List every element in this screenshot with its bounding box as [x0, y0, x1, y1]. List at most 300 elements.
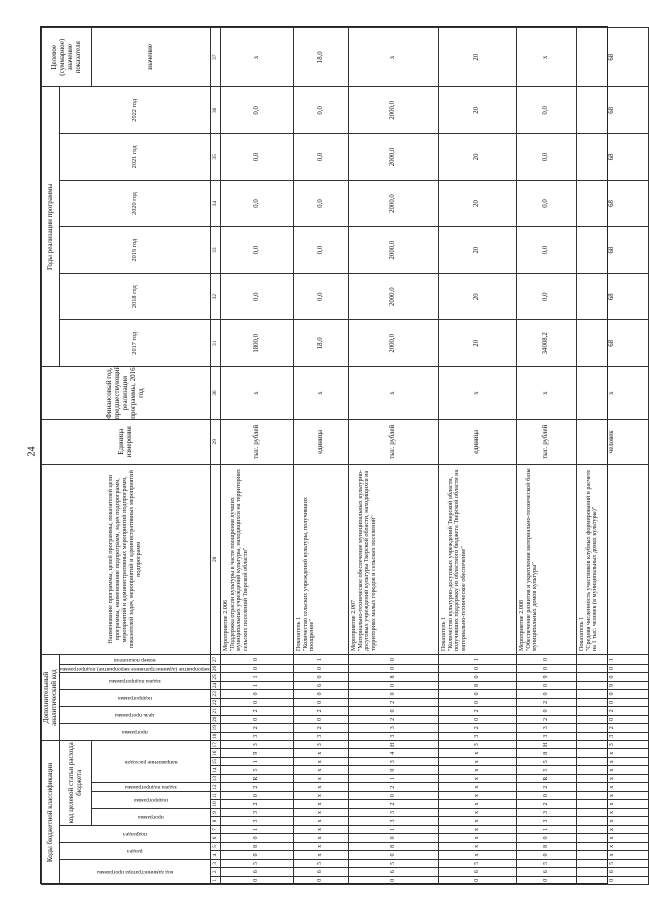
code-cell: x	[438, 817, 516, 825]
column-number: 30	[210, 367, 220, 420]
year-value-cell: 0,0	[220, 87, 293, 134]
year-value-cell: 0,0	[220, 180, 293, 227]
code-cell: 1	[220, 757, 293, 765]
code-cell: 2	[438, 724, 516, 732]
code-cell: 5	[576, 859, 648, 867]
document-sheet	[40, 26, 616, 884]
column-number: 34	[210, 180, 220, 227]
code-cell: 3	[220, 808, 293, 816]
code-cell: x	[438, 834, 516, 842]
header-row-1	[42, 28, 60, 885]
column-number: 6	[210, 834, 220, 842]
row-description	[220, 464, 293, 655]
code-cell: 0	[220, 715, 293, 723]
code-cell: 3	[348, 757, 438, 765]
code-cell: x	[293, 808, 348, 816]
column-number: 28	[210, 464, 220, 655]
column-number: 17	[210, 741, 220, 750]
code-cell: 4	[348, 749, 438, 757]
code-cell: x	[438, 808, 516, 816]
code-cell: 0	[348, 851, 438, 859]
row-text: "Обеспечение развития и укрепления материально-технической базы муниципальных домов культуры"	[524, 468, 539, 652]
code-cell: 0	[576, 664, 648, 672]
year-value-cell: 0,0	[516, 87, 576, 134]
code-cell: x	[293, 834, 348, 842]
code-cell: R	[220, 774, 293, 782]
code-cell: 3	[438, 741, 516, 750]
code-cell: x	[576, 842, 648, 850]
code-cell: Н	[348, 741, 438, 750]
code-cell: 2	[576, 707, 648, 715]
code-cell: 0	[348, 876, 438, 884]
code-cell: 0	[293, 690, 348, 698]
fin-year-cell: х	[348, 367, 438, 420]
target-group-header: Целевое (суммарное) значение показателя	[42, 28, 92, 88]
row-text: "Материально-техническое обеспечение муниципальных культурно-досуговых учреждений культуры Тверской области, находящихся на территориях малых городов и сельских поселений"	[356, 469, 378, 652]
code-cell: 3	[348, 724, 438, 732]
code-cell: 0	[438, 673, 516, 681]
code-cell: x	[293, 817, 348, 825]
code-cell: x	[438, 766, 516, 774]
code-cell: 5	[348, 859, 438, 867]
code-cell: x	[576, 817, 648, 825]
year-value-cell: 68	[576, 273, 648, 320]
code-cell: 6	[293, 868, 348, 876]
code-cell: x	[293, 749, 348, 757]
fin-year-cell: х	[516, 367, 576, 420]
column-number: 7	[210, 825, 220, 833]
code-cell: 5	[438, 859, 516, 867]
year-2020-header: 2020 год	[60, 180, 211, 227]
code-cell: 6	[438, 868, 516, 876]
target-value-cell: 68	[576, 28, 648, 88]
code-cell: 0	[516, 664, 576, 672]
unit-cell: тыс. рублей	[348, 420, 438, 464]
row-type-label: Мероприятие 2.008	[517, 599, 525, 652]
code-cell: 2	[516, 715, 576, 723]
code-cell: 8	[516, 842, 576, 850]
target-value-cell: х	[220, 28, 293, 88]
code-cell: 0	[438, 690, 516, 698]
year-value-cell: 20	[438, 320, 516, 367]
code-cell: 0	[220, 876, 293, 884]
code-cell: 5	[516, 757, 576, 765]
code-cell: x	[576, 791, 648, 799]
code-cell: 1	[220, 825, 293, 833]
year-value-cell: 0,0	[516, 134, 576, 181]
year-value-cell: 0,0	[516, 273, 576, 320]
code-cell: 0	[293, 664, 348, 672]
column-number: 8	[210, 817, 220, 825]
year-value-cell: 0,0	[293, 180, 348, 227]
code-cell: x	[576, 834, 648, 842]
code-cell: 0	[348, 707, 438, 715]
code-cell: 0	[348, 664, 438, 672]
code-cell: 5	[516, 766, 576, 774]
an-programma-header: программа	[60, 724, 211, 741]
year-2018-header: 2018 год	[60, 273, 211, 320]
code-cell: 0	[293, 673, 348, 681]
year-2019-header: 2019 год	[60, 227, 211, 274]
code-cell: 0	[220, 655, 293, 665]
code-cell: 0	[220, 690, 293, 698]
code-cell: 1	[576, 655, 648, 665]
code-cell: x	[576, 851, 648, 859]
code-cell: x	[293, 842, 348, 850]
code-cell: 0	[576, 690, 648, 698]
code-cell: 3	[438, 732, 516, 740]
code-cell: x	[438, 791, 516, 799]
table-row	[576, 28, 648, 885]
code-cell: 1	[438, 655, 516, 665]
code-cell: 0	[438, 715, 516, 723]
column-number: 31	[210, 320, 220, 367]
code-cell: 2	[348, 698, 438, 706]
code-cell: 2	[516, 698, 576, 706]
column-number: 27	[210, 655, 220, 665]
code-cell: x	[576, 800, 648, 808]
year-value-cell: 0,0	[293, 134, 348, 181]
row-description	[438, 464, 516, 655]
column-number: 35	[210, 134, 220, 181]
code-cell: 3	[220, 817, 293, 825]
column-number: 24	[210, 681, 220, 689]
year-value-cell: 68	[576, 87, 648, 134]
code-cell: 3	[516, 724, 576, 732]
target-value-cell: х	[516, 28, 576, 88]
column-number: 5	[210, 842, 220, 850]
code-cell: 0	[348, 690, 438, 698]
column-number: 12	[210, 783, 220, 791]
column-number: 9	[210, 808, 220, 816]
column-number: 26	[210, 664, 220, 672]
code-cell: 8	[348, 842, 438, 850]
years-group-header: Годы реализации программы	[42, 87, 60, 367]
code-cell: 0	[348, 681, 438, 689]
year-value-cell: 0,0	[293, 227, 348, 274]
code-cell: 3	[220, 732, 293, 740]
code-cell: 0	[220, 698, 293, 706]
row-text: "Количество культурно-досуговых учреждений Тверской области, получивших поддержку из областного бюджета Тверской области на материально-техническое обеспечение"	[446, 469, 468, 652]
code-cell: x	[438, 749, 516, 757]
code-cell: x	[438, 825, 516, 833]
code-cell: 3	[348, 808, 438, 816]
code-cell: 3	[348, 817, 438, 825]
year-value-cell: 2000,0	[348, 87, 438, 134]
code-cell: x	[576, 783, 648, 791]
column-number: 32	[210, 273, 220, 320]
code-cell: 2	[293, 724, 348, 732]
column-number: 29	[210, 420, 220, 464]
code-cell: 0	[348, 791, 438, 799]
code-cell: 2	[220, 724, 293, 732]
code-cell: 2	[220, 707, 293, 715]
admin-code-header: код администратора программы	[60, 859, 211, 884]
an-podprogramma-header: подпрограмма	[60, 690, 211, 707]
year-value-cell: 20	[438, 227, 516, 274]
code-cell: x	[576, 757, 648, 765]
code-cell: 2	[576, 724, 648, 732]
code-cell: x	[576, 766, 648, 774]
code-cell: 0	[293, 698, 348, 706]
code-cell: 2	[516, 800, 576, 808]
code-cell: 9	[220, 749, 293, 757]
fin-year-cell: х	[438, 367, 516, 420]
column-number: 15	[210, 757, 220, 765]
code-cell: x	[293, 791, 348, 799]
code-cell: 1	[348, 774, 438, 782]
podrazdel-header: подраздел	[60, 825, 211, 842]
code-cell: x	[293, 783, 348, 791]
page-number: 24	[26, 446, 38, 457]
code-cell: x	[576, 749, 648, 757]
column-number: 11	[210, 791, 220, 799]
code-cell: x	[293, 851, 348, 859]
fin-year-cell: х	[576, 367, 648, 420]
code-cell: 0	[516, 876, 576, 884]
code-cell: x	[438, 842, 516, 850]
code-cell: 1	[220, 673, 293, 681]
code-cell: 3	[348, 732, 438, 740]
code-cell: 6	[576, 868, 648, 876]
code-cell: 6	[220, 868, 293, 876]
column-numbers-row	[210, 28, 220, 885]
code-cell: 2	[348, 800, 438, 808]
row-description	[516, 464, 576, 655]
column-number: 10	[210, 800, 220, 808]
program-table	[41, 27, 649, 885]
target-value-header: значение	[92, 28, 210, 88]
code-cell: 0	[220, 851, 293, 859]
code-cell: 0	[348, 655, 438, 665]
column-number: 25	[210, 673, 220, 681]
code-cell: 2	[293, 707, 348, 715]
code-cell: 5	[220, 859, 293, 867]
an-zadacha-header: задача подпрограммы	[60, 673, 211, 690]
year-value-cell: 2000,0	[348, 134, 438, 181]
code-cell: 0	[438, 664, 516, 672]
code-cell: x	[438, 851, 516, 859]
target-value-cell: х	[348, 28, 438, 88]
code-cell: x	[576, 774, 648, 782]
code-cell: x	[293, 757, 348, 765]
code-cell: x	[576, 825, 648, 833]
year-value-cell: 0,0	[516, 180, 576, 227]
an-nomer-header: номер показателя	[60, 655, 211, 665]
code-cell: x	[438, 800, 516, 808]
column-number: 13	[210, 774, 220, 782]
code-cell: 3	[293, 732, 348, 740]
row-type-label: Показатель 1	[577, 616, 585, 652]
year-value-cell: 20	[438, 134, 516, 181]
napravlenie-rashodov-header: направление расходов	[92, 741, 210, 783]
year-value-cell: 0,0	[220, 134, 293, 181]
code-cell: 0	[576, 673, 648, 681]
column-number: 1	[210, 876, 220, 884]
year-value-cell: 0,0	[516, 227, 576, 274]
column-number: 36	[210, 87, 220, 134]
code-cell: 5	[293, 859, 348, 867]
row-text: "Количество сельских учреждений культуры, получивших поощрение"	[301, 497, 316, 652]
name-column-header: Наименование программы, целей программы, показателей цели программы, наименование подпрограмм, задач подпрограмм, мероприятий и административных мероприятий подпрограмм, показателей задач, мероприятий и административных мероприятий подпрограмм	[42, 464, 211, 655]
row-type-label: Мероприятие 2.006	[221, 599, 229, 652]
target-value-cell: 20	[438, 28, 516, 88]
code-cell: 2	[348, 715, 438, 723]
year-value-cell: 0,0	[293, 87, 348, 134]
year-value-cell: 0,0	[220, 273, 293, 320]
code-cell: x	[576, 808, 648, 816]
unit-cell: тыс. рублей	[516, 420, 576, 464]
code-cell: x	[293, 800, 348, 808]
zadacha-podprogrammy-header: задача подпрограммы	[92, 783, 210, 791]
column-number: 22	[210, 698, 220, 706]
code-cell: x	[293, 825, 348, 833]
column-number: 37	[210, 28, 220, 88]
year-value-cell: 34008,2	[516, 320, 576, 367]
code-cell: 9	[576, 681, 648, 689]
an-cel-header: цель программы	[60, 707, 211, 724]
unit-cell: тыс. рублей	[220, 420, 293, 464]
row-text: "Средняя численность участников клубных формирований в расчете на 1 тыс. человек (в муниципальных домах культуры)"	[584, 469, 599, 652]
fin-year-cell: х	[293, 367, 348, 420]
code-cell: 0	[516, 681, 576, 689]
code-cell: 3	[220, 741, 293, 750]
podprogramma-header: подпрограмма	[92, 791, 210, 808]
row-type-label: Мероприятие 2.007	[349, 599, 357, 652]
year-value-cell: 68	[576, 180, 648, 227]
column-number: 14	[210, 766, 220, 774]
year-value-cell: 0,0	[220, 227, 293, 274]
code-cell: 8	[348, 673, 438, 681]
target-value-cell: 18,0	[293, 28, 348, 88]
year-value-cell: 20	[438, 180, 516, 227]
row-description	[576, 464, 648, 655]
fin-year-column-header: Финансовый год, предшествующий реализации программы, 2016 год	[42, 367, 211, 420]
year-value-cell: 68	[576, 320, 648, 367]
year-value-cell: 20	[438, 87, 516, 134]
row-description	[293, 464, 348, 655]
code-cell: 1	[348, 825, 438, 833]
codes-group-header: Коды бюджетной классификации	[42, 741, 60, 885]
code-cell: 1	[293, 655, 348, 665]
code-cell: 0	[220, 791, 293, 799]
code-cell: 8	[516, 749, 576, 757]
year-value-cell: 2000,0	[348, 320, 438, 367]
row-description	[348, 464, 438, 655]
unit-cell: человек	[576, 420, 648, 464]
table-row	[516, 28, 576, 885]
row-text: "Поддержка отрасли культуры в части поощрения лучших муниципальных учреждений культуры, находящихся на территориях сельских поселений Тверской области"	[228, 469, 250, 652]
column-number: 19	[210, 724, 220, 732]
code-cell: 3	[576, 741, 648, 750]
code-cell: 0	[220, 834, 293, 842]
code-cell: x	[438, 774, 516, 782]
target-item-group-header: код целевой статьи расхода бюджета	[60, 741, 92, 826]
code-cell: Н	[516, 741, 576, 750]
year-value-cell: 0,0	[293, 273, 348, 320]
year-2021-header: 2021 год	[60, 134, 211, 181]
code-cell: 3	[516, 808, 576, 816]
code-cell: 2	[220, 783, 293, 791]
code-cell: 6	[293, 681, 348, 689]
column-number: 4	[210, 851, 220, 859]
code-cell: x	[293, 774, 348, 782]
year-value-cell: 18,0	[293, 320, 348, 367]
code-cell: 0	[576, 698, 648, 706]
code-cell: 0	[516, 834, 576, 842]
year-value-cell: 20	[438, 273, 516, 320]
column-number: 21	[210, 707, 220, 715]
code-cell: 0	[516, 707, 576, 715]
programma-header: программа	[92, 808, 210, 825]
code-cell: 5	[220, 766, 293, 774]
fin-year-cell: х	[220, 367, 293, 420]
year-2017-header: 2017 год	[60, 320, 211, 367]
code-cell: 1	[516, 825, 576, 833]
code-cell: 0	[438, 698, 516, 706]
code-cell: 8	[438, 681, 516, 689]
column-number: 18	[210, 732, 220, 740]
code-cell: R	[516, 774, 576, 782]
year-2022-header: 2022 год	[60, 87, 211, 134]
year-value-cell: 2000,0	[348, 273, 438, 320]
code-cell: 0	[438, 876, 516, 884]
table-row	[220, 28, 293, 885]
table-row	[348, 28, 438, 885]
code-cell: 0	[348, 766, 438, 774]
code-cell: 0	[576, 876, 648, 884]
code-cell: 0	[293, 876, 348, 884]
code-cell: 2	[516, 783, 576, 791]
an-meropriyatie-header: мероприятие (административное мероприятие) подпрограммы	[60, 665, 210, 672]
unit-cell: единица	[438, 420, 516, 464]
column-number: 23	[210, 690, 220, 698]
column-number: 3	[210, 859, 220, 867]
year-value-cell: 1800,0	[220, 320, 293, 367]
table-row	[438, 28, 516, 885]
code-cell: 2	[348, 783, 438, 791]
column-number: 33	[210, 227, 220, 274]
code-cell: 3	[576, 732, 648, 740]
row-type-label: Показатель 1	[439, 616, 447, 652]
code-cell: x	[438, 783, 516, 791]
code-cell: 9	[516, 673, 576, 681]
code-cell: 0	[348, 834, 438, 842]
code-cell: 3	[516, 732, 576, 740]
code-cell: 0	[516, 655, 576, 665]
column-number: 20	[210, 715, 220, 723]
code-cell: x	[293, 766, 348, 774]
code-cell: 3	[516, 817, 576, 825]
unit-cell: единица	[293, 420, 348, 464]
year-value-cell: 2000,0	[348, 227, 438, 274]
code-cell: 0	[576, 715, 648, 723]
code-cell: 1	[220, 681, 293, 689]
code-cell: 2	[220, 800, 293, 808]
table-row	[293, 28, 348, 885]
year-value-cell: 68	[576, 134, 648, 181]
row-type-label: Показатель 1	[294, 616, 302, 652]
code-cell: 0	[516, 690, 576, 698]
code-cell: x	[438, 757, 516, 765]
code-cell: 0	[220, 664, 293, 672]
unit-column-header: Единица измерения	[42, 420, 211, 464]
razdel-header: раздел	[60, 842, 211, 859]
code-cell: 0	[516, 791, 576, 799]
code-cell: 0	[293, 715, 348, 723]
year-value-cell: 68	[576, 227, 648, 274]
code-cell: 2	[438, 707, 516, 715]
